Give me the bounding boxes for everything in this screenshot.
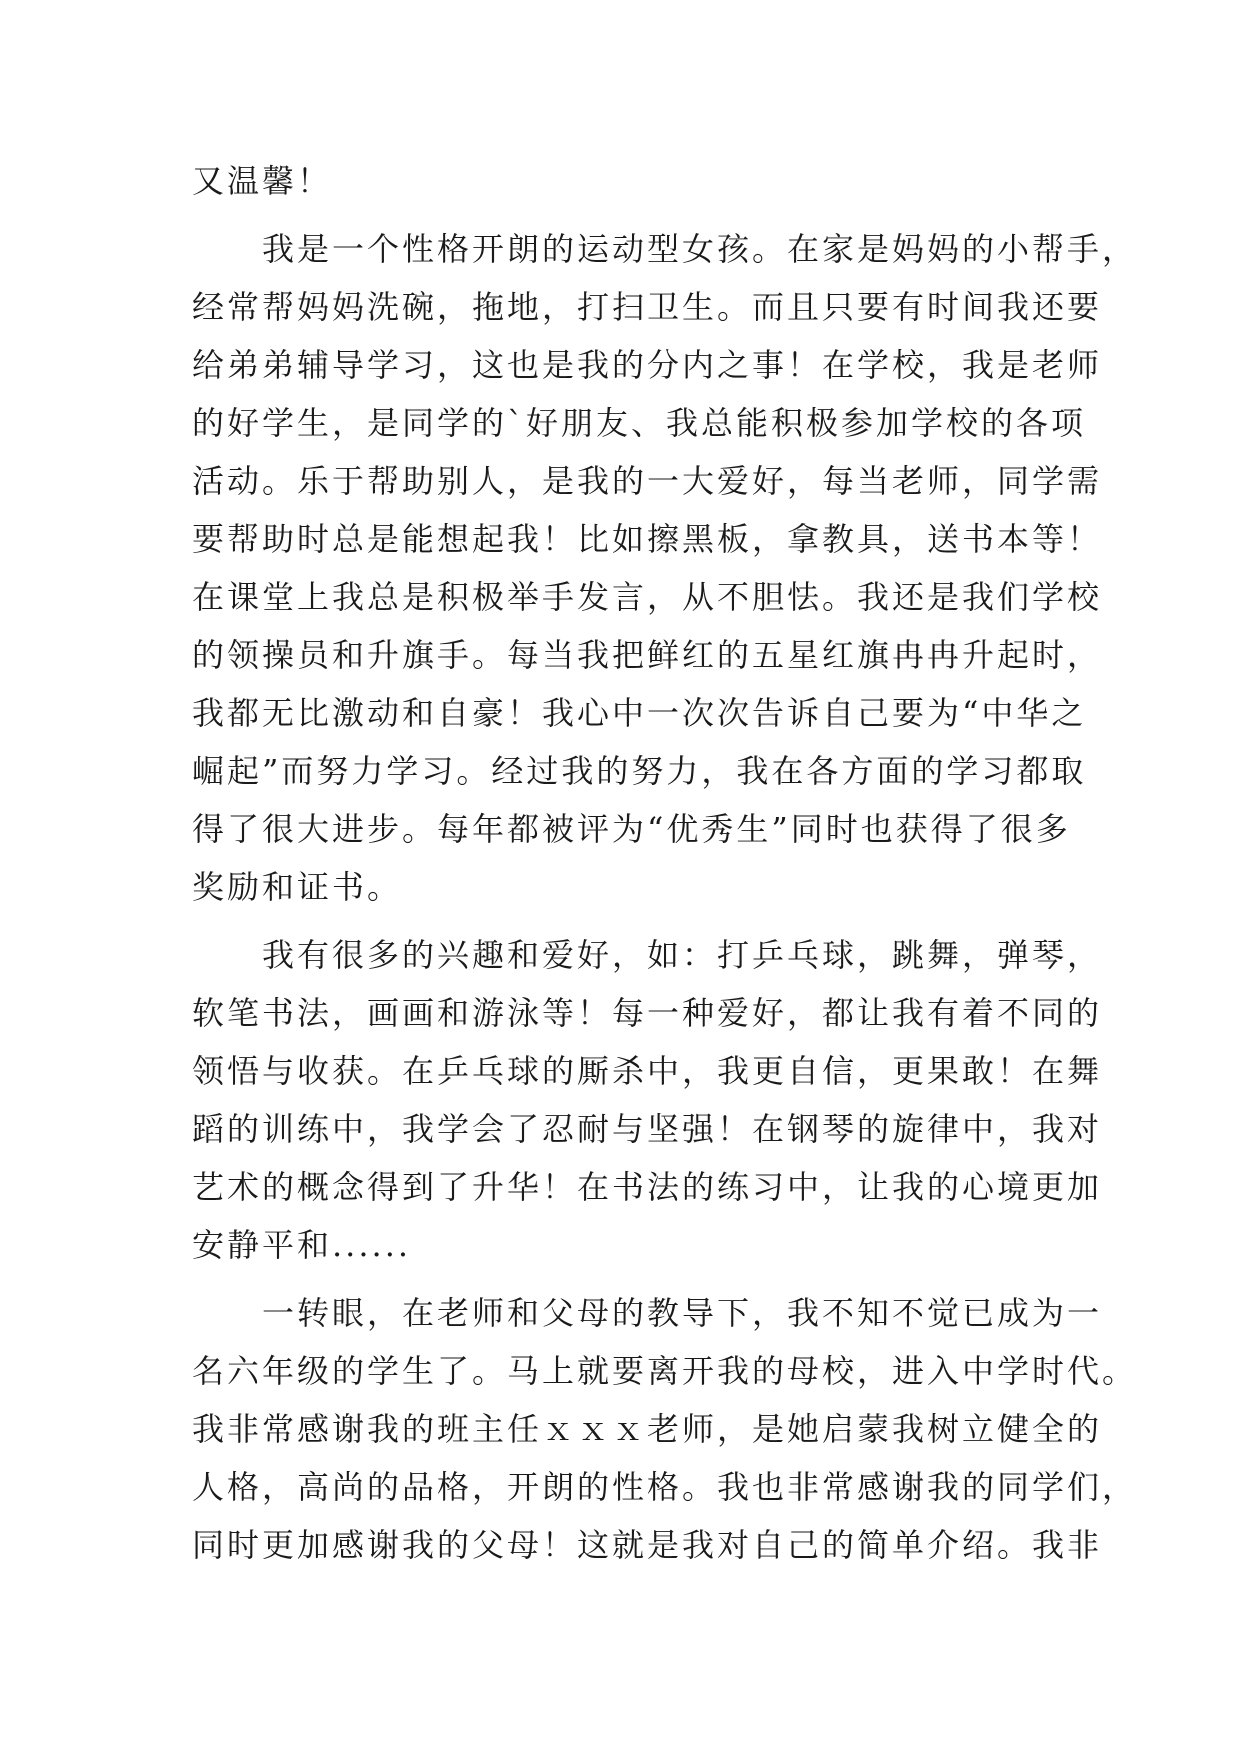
text-line: 同时更加感谢我的父母！这就是我对自己的简单介绍。我非 bbox=[192, 1526, 1103, 1564]
text-line: 在课堂上我总是积极举手发言，从不胆怯。我还是我们学校 bbox=[192, 578, 1103, 616]
text-line: 我有很多的兴趣和爱好，如：打乒乓球，跳舞，弹琴， bbox=[192, 936, 1103, 974]
text-line: 经常帮妈妈洗碗，拖地，打扫卫生。而且只要有时间我还要 bbox=[192, 288, 1103, 326]
text-line: 我是一个性格开朗的运动型女孩。在家是妈妈的小帮手， bbox=[192, 230, 1138, 268]
text-line: 奖励和证书。 bbox=[192, 868, 403, 906]
text-line: 名六年级的学生了。马上就要离开我的母校，进入中学时代。 bbox=[192, 1352, 1138, 1390]
text-line: 领悟与收获。在乒乓球的厮杀中，我更自信，更果敢！在舞 bbox=[192, 1052, 1103, 1090]
text-line: 活动。乐于帮助别人，是我的一大爱好，每当老师，同学需 bbox=[192, 462, 1103, 500]
text-line: 崛起”而努力学习。经过我的努力，我在各方面的学习都取 bbox=[192, 752, 1087, 790]
text-line: 的好学生，是同学的`好朋友、我总能积极参加学校的各项 bbox=[192, 404, 1087, 442]
text-line: 艺术的概念得到了升华！在书法的练习中，让我的心境更加 bbox=[192, 1168, 1103, 1206]
text-line: 要帮助时总是能想起我！比如擦黑板，拿教具，送书本等！ bbox=[192, 520, 1103, 558]
text-line: 我非常感谢我的班主任ｘｘｘ老师，是她启蒙我树立健全的 bbox=[192, 1410, 1103, 1448]
text-line: 一转眼，在老师和父母的教导下，我不知不觉已成为一 bbox=[192, 1294, 1103, 1332]
text-line: 我都无比激动和自豪！我心中一次次告诉自己要为“中华之 bbox=[192, 694, 1087, 732]
body-text bbox=[192, 152, 1138, 1574]
text-line: 又温馨！ bbox=[192, 162, 333, 200]
text-line: 安静平和...... bbox=[192, 1226, 412, 1264]
text-line: 给弟弟辅导学习，这也是我的分内之事！在学校，我是老师 bbox=[192, 346, 1103, 384]
text-line: 的领操员和升旗手。每当我把鲜红的五星红旗冉冉升起时， bbox=[192, 636, 1103, 674]
text-line: 人格，高尚的品格，开朗的性格。我也非常感谢我的同学们， bbox=[192, 1468, 1138, 1506]
text-line: 蹈的训练中，我学会了忍耐与坚强！在钢琴的旋律中，我对 bbox=[192, 1110, 1103, 1148]
text-line: 得了很大进步。每年都被评为“优秀生”同时也获得了很多 bbox=[192, 810, 1071, 848]
text-line: 软笔书法，画画和游泳等！每一种爱好，都让我有着不同的 bbox=[192, 994, 1103, 1032]
